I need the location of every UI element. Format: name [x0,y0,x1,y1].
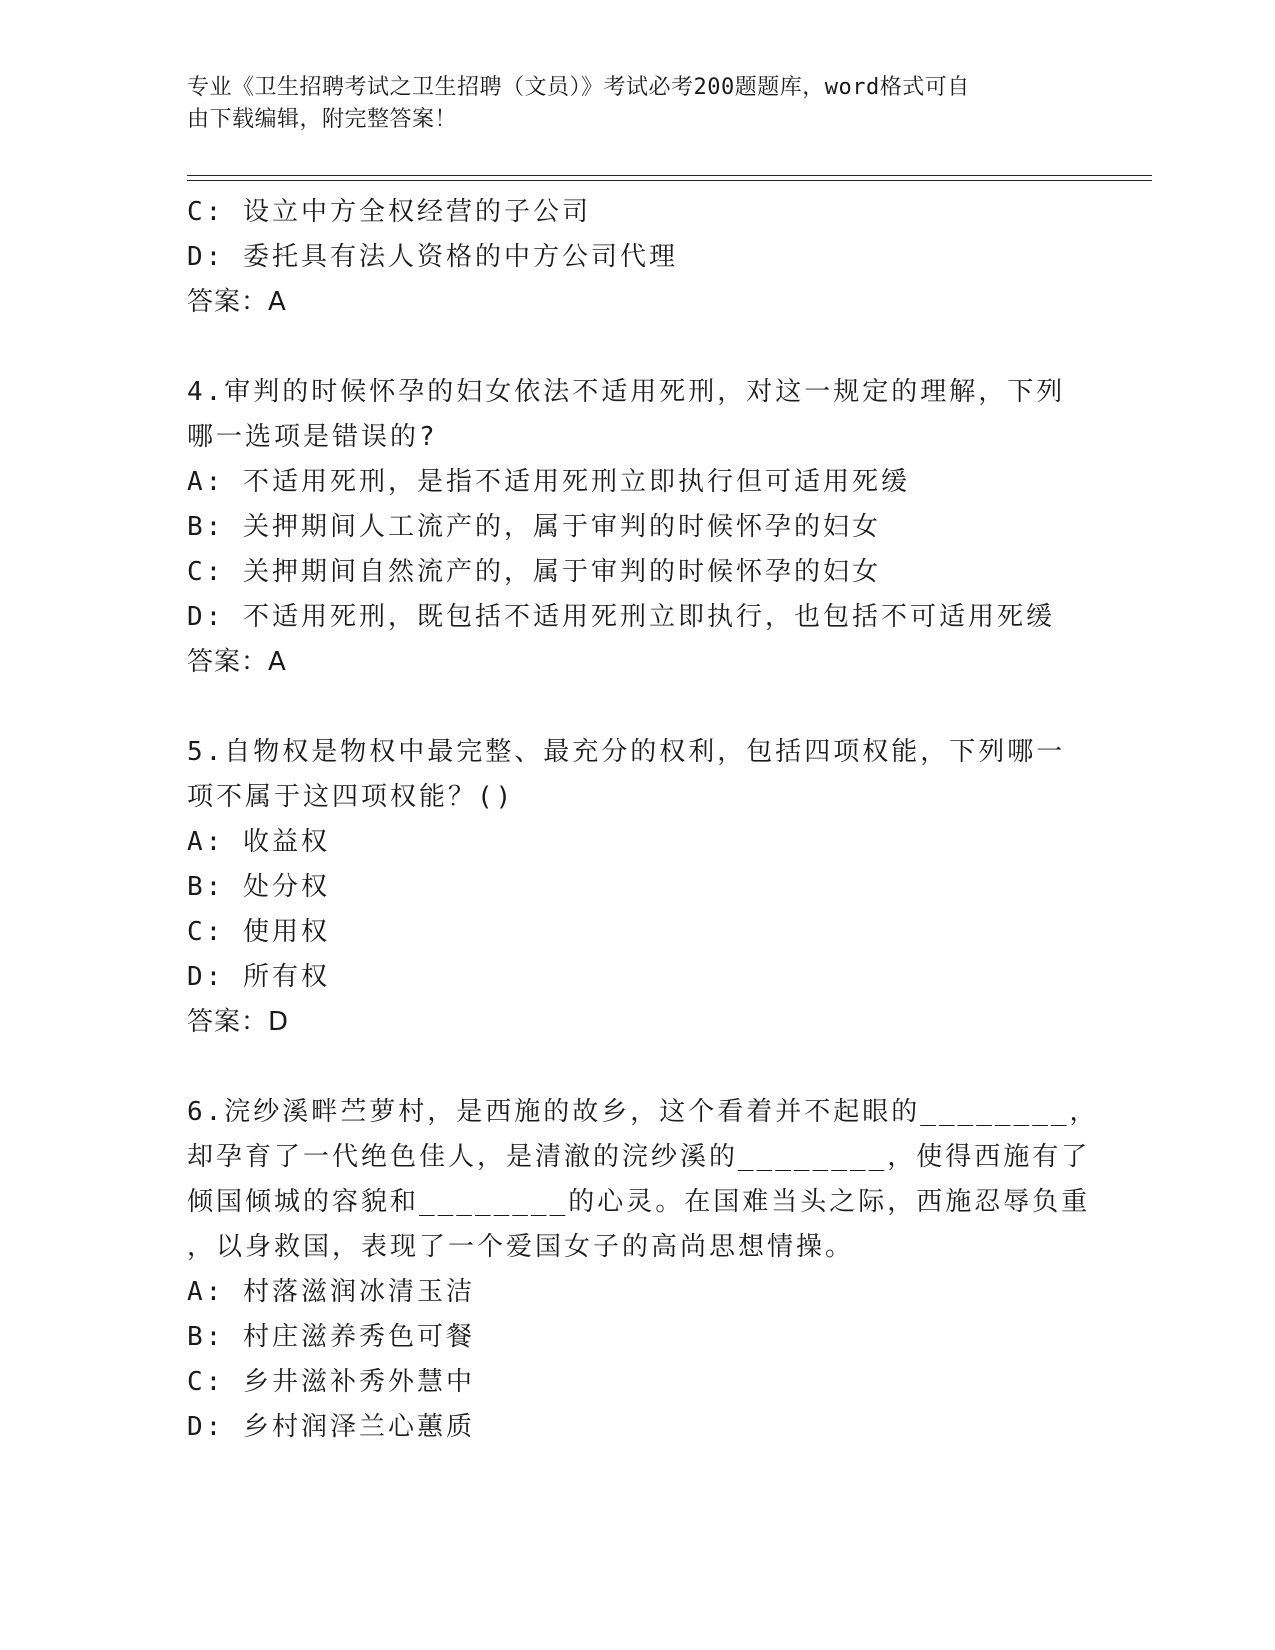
question-3-tail [187,190,1067,325]
option-a: A: 不适用死刑，是指不适用死刑立即执行但可适用死缓 [187,467,910,497]
option-c: C: 乡井滋补秀外慧中 [187,1367,475,1397]
question-stem: 6.浣纱溪畔苎萝村，是西施的故乡，这个看着并不起眼的________， [187,1097,1099,1127]
question-5 [187,730,1067,1045]
spacer [187,325,1067,370]
document-body [187,190,1099,1450]
option-b: B: 关押期间人工流产的，属于审判的时候怀孕的妇女 [187,512,881,542]
option-b: B: 处分权 [187,872,330,902]
question-6 [187,1090,1099,1450]
option-d: D: 委托具有法人资格的中方公司代理 [187,242,678,272]
answer: 答案：A [187,647,287,677]
question-stem: 项不属于这四项权能？() [187,782,515,812]
question-stem: 5.自物权是物权中最完整、最充分的权利，包括四项权能，下列哪一 [187,737,1066,767]
header-divider-top [187,175,1152,176]
option-c: C: 使用权 [187,917,330,947]
question-stem: 4.审判的时候怀孕的妇女依法不适用死刑，对这一规定的理解，下列 [187,377,1066,407]
option-c: C: 设立中方全权经营的子公司 [187,197,591,227]
question-stem: 倾国倾城的容貌和________的心灵。在国难当头之际，西施忍辱负重 [187,1187,1091,1217]
document-header [187,72,1067,136]
header-line-2: 由下载编辑，附完整答案！ [187,107,458,132]
answer: 答案：D [187,1007,290,1037]
question-stem: 哪一选项是错误的? [187,422,438,452]
option-d: D: 乡村润泽兰心蕙质 [187,1412,475,1442]
option-a: A: 收益权 [187,827,330,857]
spacer [187,1045,1067,1090]
option-d: D: 不适用死刑，既包括不适用死刑立即执行，也包括不可适用死缓 [187,602,1055,632]
option-a: A: 村落滋润冰清玉洁 [187,1277,475,1307]
header-divider-bottom [187,180,1152,181]
spacer [187,685,1067,730]
option-b: B: 村庄滋养秀色可餐 [187,1322,475,1352]
option-d: D: 所有权 [187,962,330,992]
question-stem: 却孕育了一代绝色佳人，是清澈的浣纱溪的________，使得西施有了 [187,1142,1091,1172]
option-c: C: 关押期间自然流产的，属于审判的时候怀孕的妇女 [187,557,881,587]
question-4 [187,370,1067,685]
header-line-1: 专业《卫生招聘考试之卫生招聘（文员）》考试必考200题题库，word格式可自 [187,75,970,100]
question-stem: ，以身救国，表现了一个爱国女子的高尚思想情操。 [187,1232,855,1262]
answer: 答案：A [187,287,287,317]
